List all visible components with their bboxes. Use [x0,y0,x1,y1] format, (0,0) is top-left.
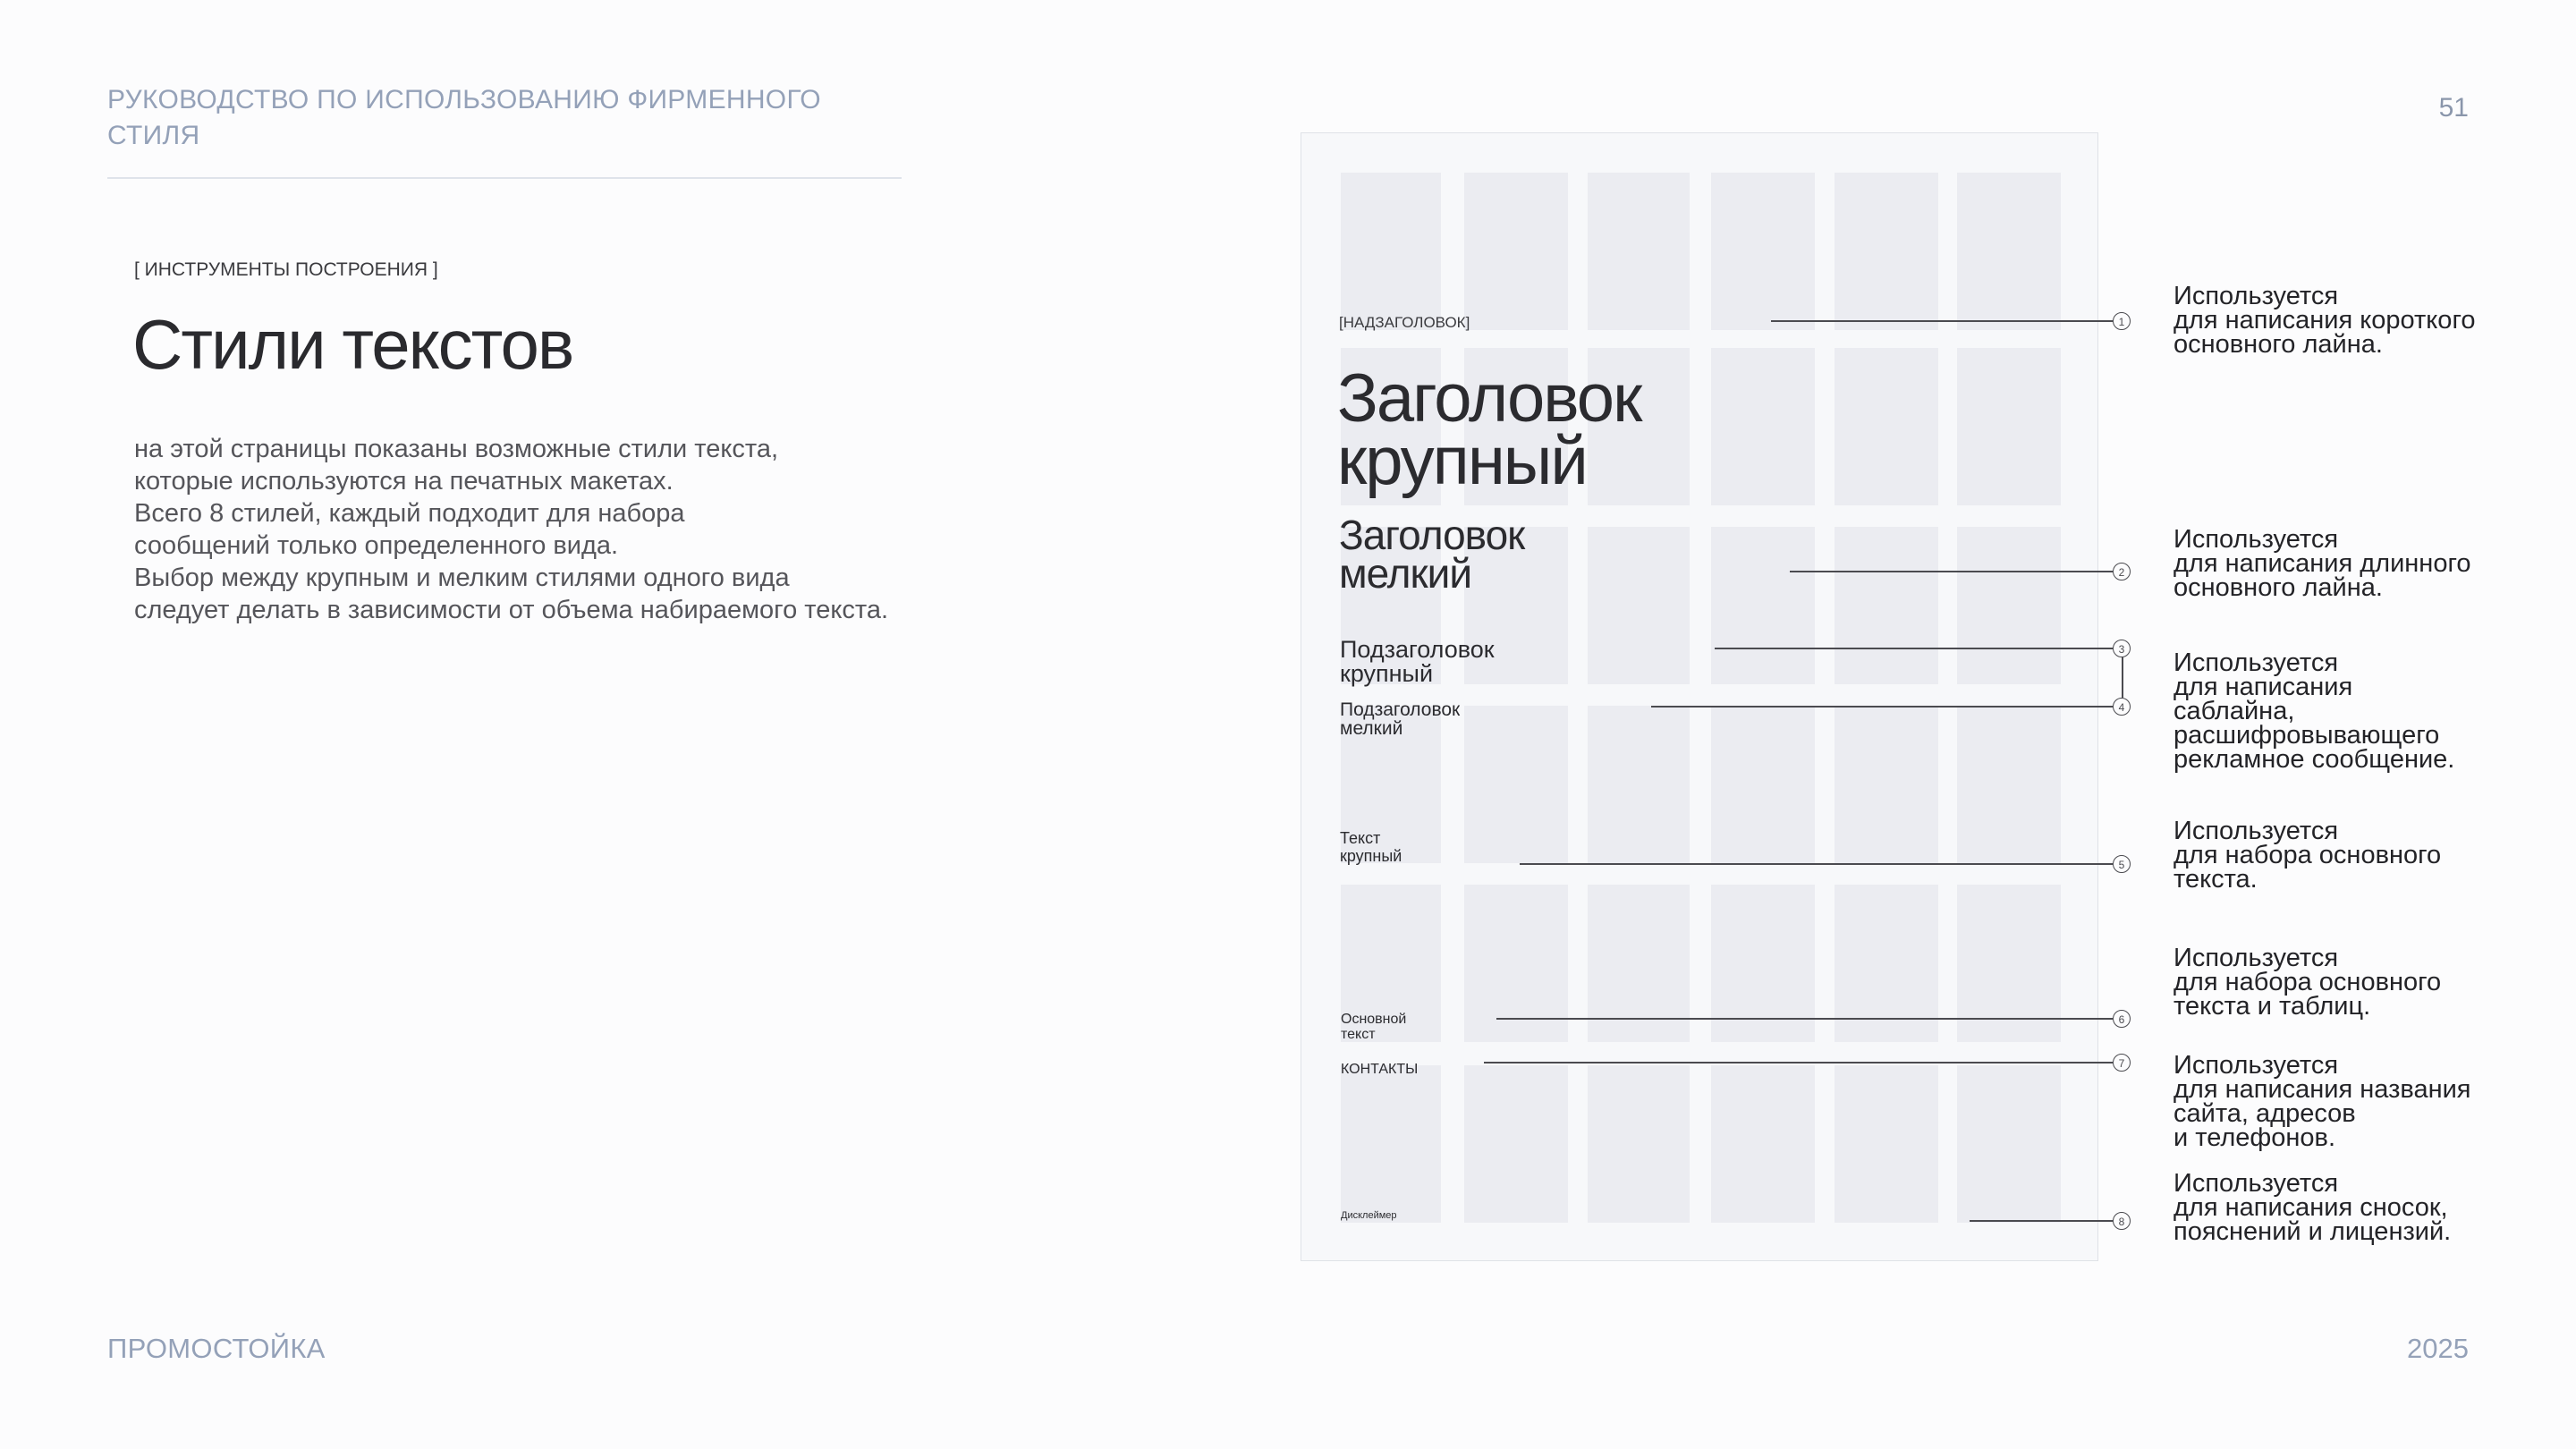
annotation-5 [2174,946,2549,1019]
leader-line [1520,863,2113,865]
grid-module [1464,173,1568,330]
annotation-3 [2174,648,2549,774]
sample-subheading-large [1340,638,1495,686]
grid-module [1835,1065,1938,1223]
footer-year: 2025 [2407,1333,2469,1364]
annotation-line: Используется [2174,1169,2339,1198]
annotation-line: для написания короткого [2174,306,2476,335]
grid-module [1835,527,1938,684]
grid-module [1957,706,2061,863]
sample-text-large-line: Текст [1340,829,1381,847]
annotation-7 [2174,1169,2549,1246]
sample-contacts: КОНТАКТЫ [1341,1062,1419,1077]
layout-sample [1301,132,2098,1261]
annotation-line: Используется [2174,525,2339,554]
description-line: следует делать в зависимости от объема набираемого текста. [134,596,889,624]
sample-heading-large-line: Заголовок [1337,360,1641,436]
annotation-line: для написания [2174,673,2353,701]
annotation-line: пояснений и лицензий. [2174,1217,2452,1246]
sample-subheading-large-line: крупный [1340,660,1434,687]
sample-disclaimer: Дисклеймер [1341,1210,1397,1221]
annotation-line: Используется [2174,1051,2339,1080]
description-line: Выбор между крупным и мелким стилями одного вида [134,564,790,592]
annotation-line: Используется [2174,282,2339,310]
leader-line [1771,320,2113,322]
grid-module [1711,706,1815,863]
grid-module [1341,1065,1441,1223]
grid-module [1835,706,1938,863]
page-title: Стили текстов [132,305,573,384]
marker-8: 8 [2113,1212,2131,1230]
leader-line [1651,706,2113,708]
sample-overline: [НАДЗАГОЛОВОК] [1339,314,1470,331]
marker-6: 6 [2113,1010,2131,1028]
annotation-line: сайта, адресов [2174,1099,2356,1128]
sample-subheading-small [1340,700,1460,738]
leader-line [1496,1018,2113,1020]
annotation-line: Используется [2174,944,2339,972]
annotation-line: Используется [2174,648,2339,677]
annotation-line: расшифровывающего [2174,721,2440,750]
annotation-line: текста. [2174,865,2258,894]
annotation-line: и телефонов. [2174,1123,2336,1152]
annotation-line: рекламное сообщение. [2174,745,2455,774]
grid-module [1957,1065,2061,1223]
document-header-title: РУКОВОДСТВО ПО ИСПОЛЬЗОВАНИЮ ФИРМЕННОГО СТИЛЯ [107,82,902,179]
sample-body-text-line: текст [1341,1027,1376,1042]
page-number: 51 [2438,93,2469,123]
annotation-line: основного лайна. [2174,573,2383,602]
annotation-line: текста и таблиц. [2174,992,2371,1021]
grid-module [1588,706,1690,863]
grid-module [1835,173,1938,330]
grid-module [1957,527,2061,684]
description-paragraph [134,433,993,626]
sample-text-large [1340,829,1402,865]
grid-module [1835,348,1938,505]
marker-5: 5 [2113,855,2131,873]
grid-module [1464,706,1568,863]
marker-bracket [2122,657,2123,698]
grid-module [1588,1065,1690,1223]
leader-line [1970,1220,2113,1222]
sample-text-large-line: крупный [1340,847,1402,865]
grid-module [1711,173,1815,330]
leader-line [1790,571,2113,572]
marker-2: 2 [2113,563,2131,580]
sample-heading-large [1337,360,1641,499]
description-line: сообщений только определенного вида. [134,531,619,560]
annotation-6 [2174,1051,2549,1152]
grid-module [1464,1065,1568,1223]
grid-module [1588,527,1690,684]
sample-heading-small-line: мелкий [1339,550,1472,597]
grid-module [1711,1065,1815,1223]
description-line: на этой страницы показаны возможные стили текста, [134,435,779,463]
grid-module [1588,173,1690,330]
sample-subheading-small-line: мелкий [1340,718,1403,739]
sample-heading-large-line: крупный [1337,423,1587,499]
annotation-4 [2174,819,2549,892]
grid-module [1957,173,2061,330]
grid-module [1957,348,2061,505]
description-line: Всего 8 стилей, каждый подходит для набора [134,499,685,528]
annotation-line: для написания длинного [2174,549,2471,578]
leader-line [1484,1062,2113,1063]
annotation-1 [2174,284,2549,357]
description-line: которые используются на печатных макетах. [134,467,674,496]
annotation-line: саблайна, [2174,697,2295,725]
grid-module [1341,173,1441,330]
sample-heading-small-line: Заголовок [1339,512,1525,558]
sample-heading-small [1339,512,1525,597]
marker-3: 3 [2113,640,2131,657]
sample-body-text [1341,1012,1406,1042]
annotation-line: Используется [2174,817,2339,845]
sample-subheading-large-line: Подзаголовок [1340,636,1495,663]
grid-module [1711,527,1815,684]
annotation-2 [2174,525,2549,602]
annotation-line: для набора основного [2174,968,2442,996]
sample-body-text-line: Основной [1341,1012,1407,1027]
sample-subheading-small-line: Подзаголовок [1340,699,1461,720]
marker-1: 1 [2113,312,2131,330]
footer-brand: ПРОМОСТОЙКА [107,1333,326,1364]
grid-module [1711,348,1815,505]
annotation-line: для набора основного [2174,841,2442,869]
annotation-line: для написания названия [2174,1075,2471,1104]
marker-4: 4 [2113,698,2131,716]
leader-line [1715,648,2113,649]
section-tag: [ ИНСТРУМЕНТЫ ПОСТРОЕНИЯ ] [134,259,438,280]
annotation-line: для написания сносок, [2174,1193,2448,1222]
marker-7: 7 [2113,1054,2131,1072]
annotation-line: основного лайна. [2174,330,2383,359]
